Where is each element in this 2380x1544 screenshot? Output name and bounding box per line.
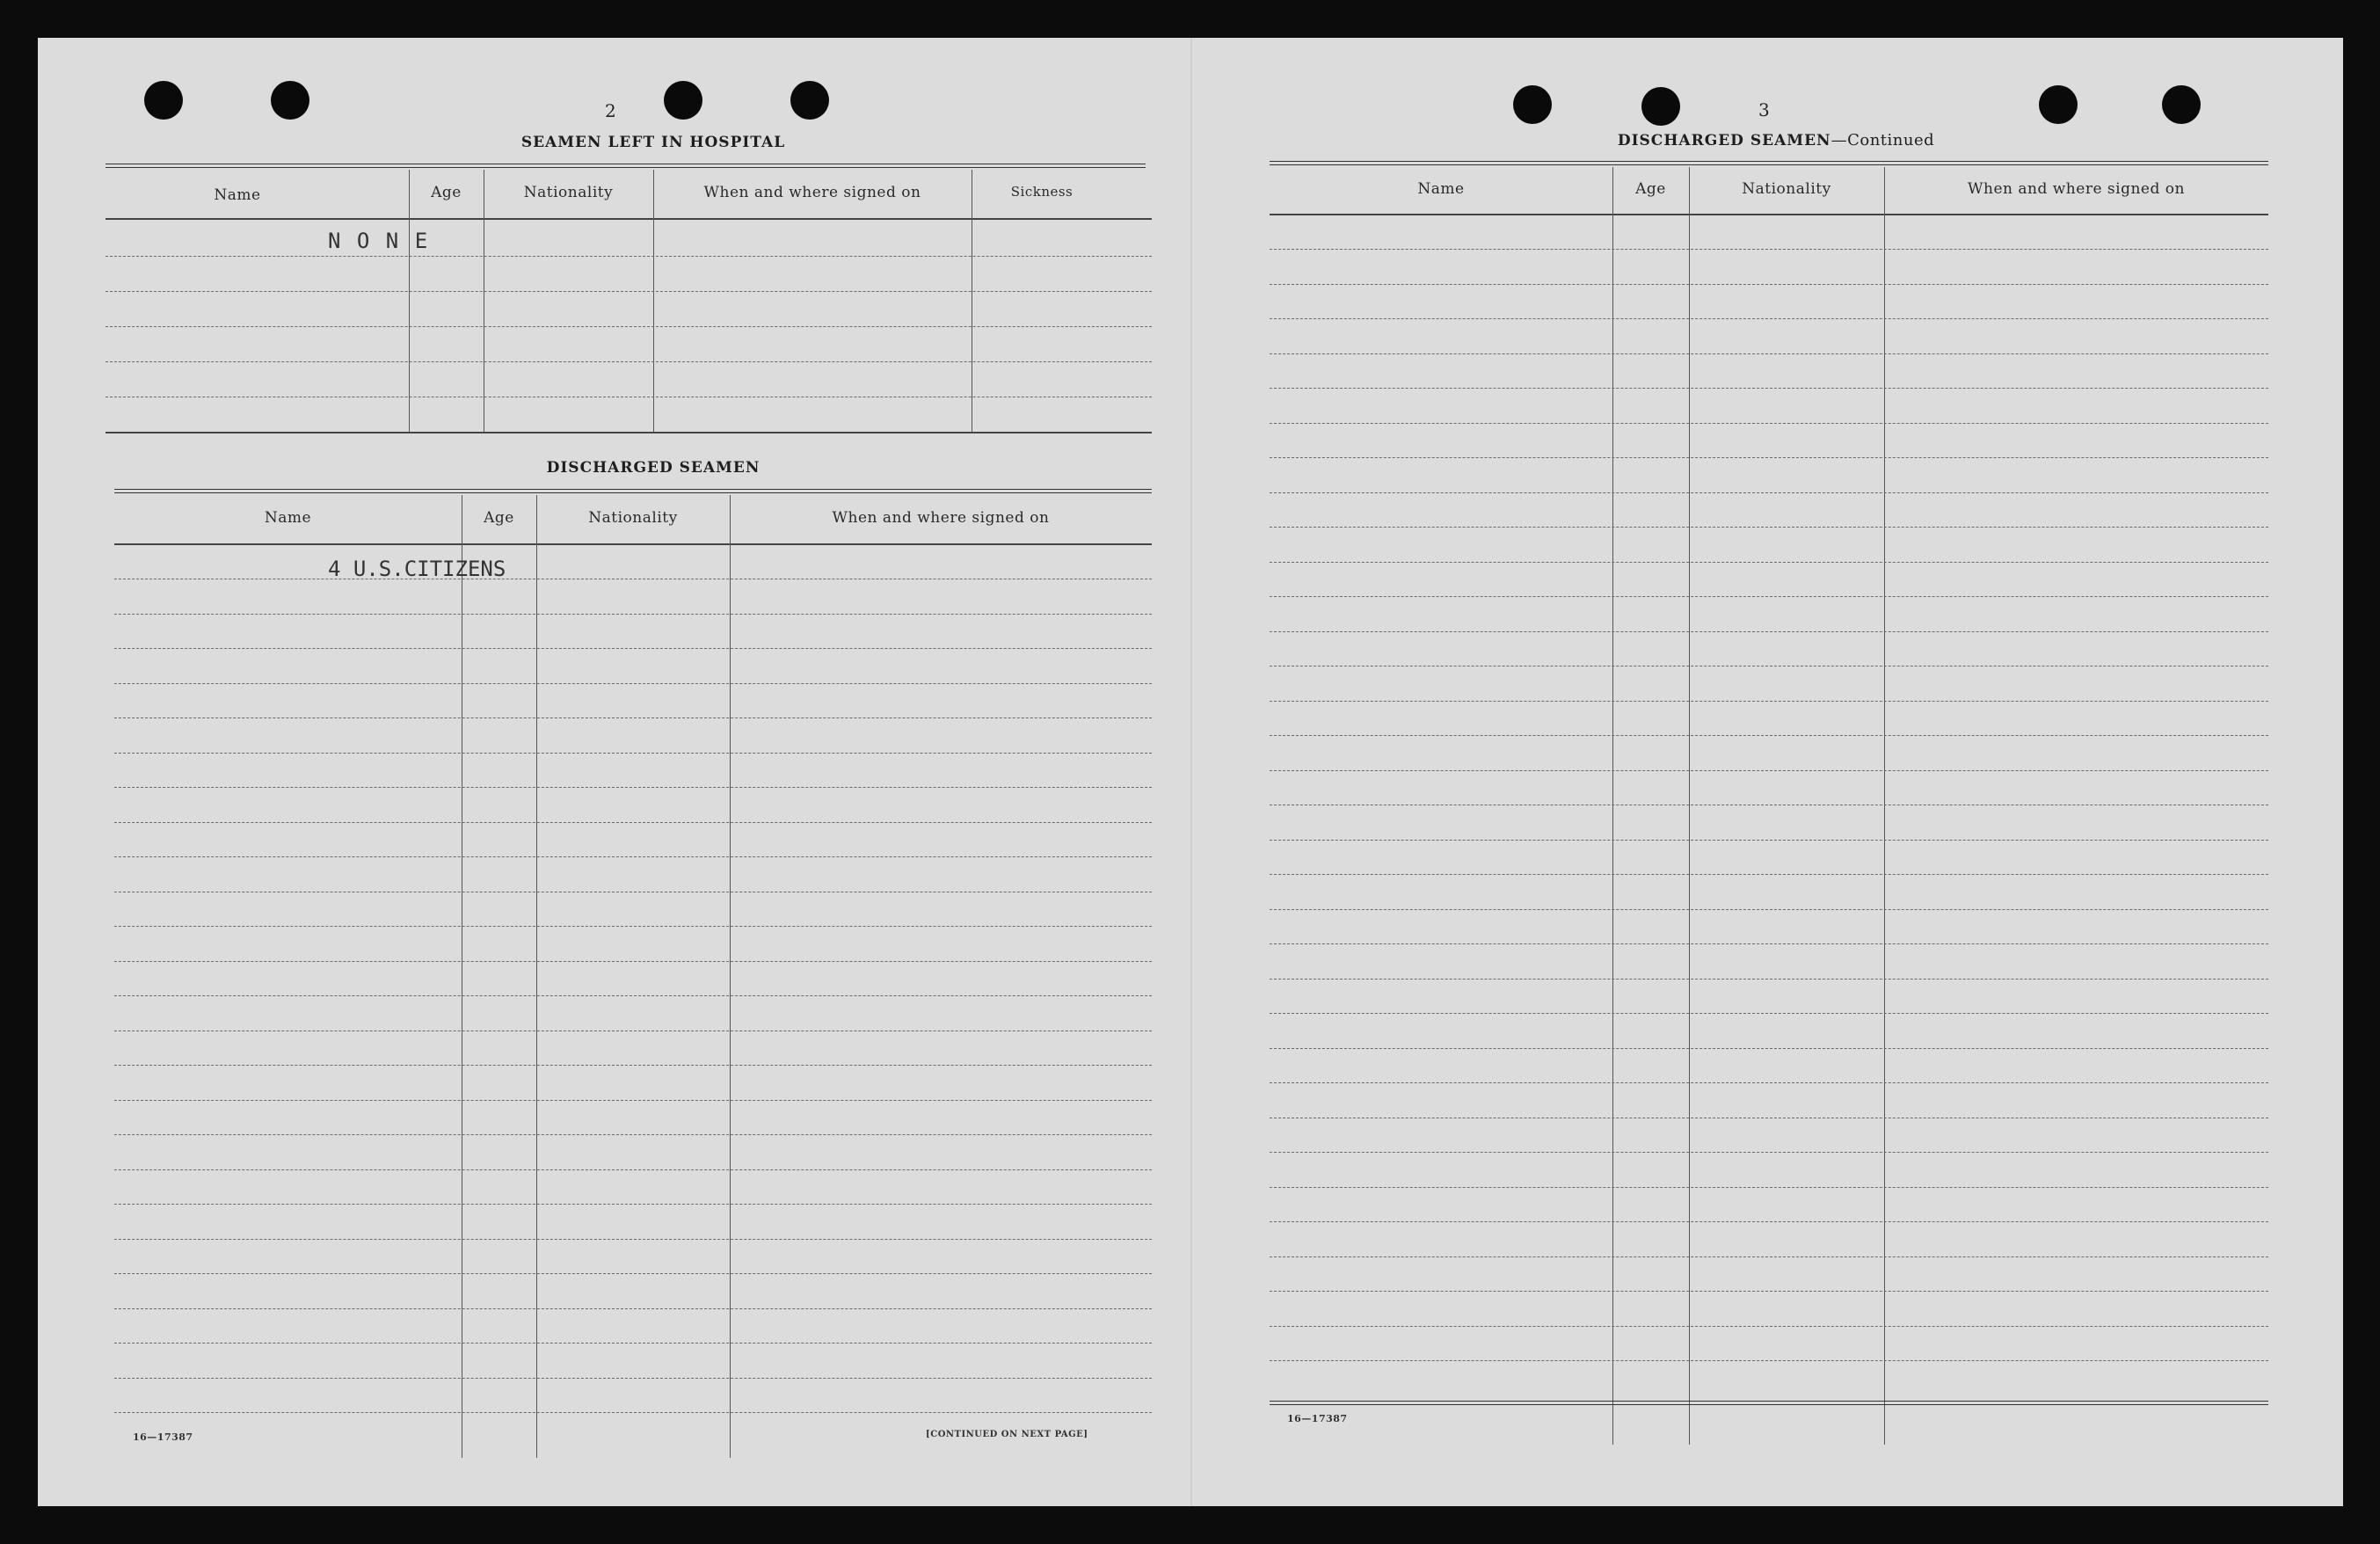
ruled-line — [1270, 388, 2268, 389]
col-header-name: Name — [264, 509, 312, 527]
ruled-line — [1270, 874, 2268, 875]
ruled-line — [1270, 1291, 2268, 1292]
hospital-entry: N O N E — [328, 229, 430, 253]
ruled-line — [1270, 318, 2268, 319]
hospital-header-rule — [106, 218, 1152, 220]
ruled-line — [1270, 770, 2268, 771]
ruled-line — [114, 1308, 1152, 1309]
ruled-line — [114, 1100, 1152, 1101]
ruled-line — [114, 1412, 1152, 1413]
ruled-line — [1270, 353, 2268, 354]
ruled-line — [114, 614, 1152, 615]
discharged-header-rule — [114, 543, 1152, 545]
ruled-line — [114, 1273, 1152, 1274]
form-number: 16—17387 — [133, 1431, 193, 1443]
col-header-signed-on: When and where signed on — [832, 509, 1050, 527]
ruled-line — [1270, 596, 2268, 597]
col-header-name: Name — [1417, 180, 1465, 198]
hospital-bottom-rule — [106, 432, 1152, 433]
discharged-col-divider — [730, 495, 731, 1458]
ruled-line — [106, 326, 1152, 327]
col-header-signed-on: When and where signed on — [1968, 180, 2185, 198]
ruled-line — [1270, 1152, 2268, 1153]
ruled-line — [114, 1378, 1152, 1379]
hospital-top-rule — [106, 164, 1146, 168]
ruled-line — [1270, 1187, 2268, 1188]
discharged-bottom-rule — [1270, 1401, 2268, 1405]
discharged-header-rule — [1270, 214, 2268, 215]
hospital-col-divider — [653, 170, 654, 433]
ruled-line — [1270, 909, 2268, 910]
discharged-col-divider — [1884, 167, 1885, 1445]
ruled-line — [1270, 735, 2268, 736]
ruled-line — [1270, 1082, 2268, 1083]
ruled-line — [1270, 1360, 2268, 1361]
ruled-line — [114, 1134, 1152, 1135]
col-header-nationality: Nationality — [588, 509, 678, 527]
ruled-line — [106, 256, 1152, 257]
col-header-nationality: Nationality — [1742, 180, 1831, 198]
discharged-top-rule — [114, 489, 1152, 493]
ruled-line — [106, 361, 1152, 362]
section-title-suffix: —Continued — [1830, 131, 1935, 149]
ruled-line — [1270, 562, 2268, 563]
ruled-line — [1270, 1013, 2268, 1014]
ruled-line — [114, 856, 1152, 857]
col-header-name: Name — [214, 186, 261, 204]
form-number: 16—17387 — [1287, 1413, 1348, 1424]
discharged-col-divider — [1689, 167, 1690, 1445]
ruled-line — [114, 1343, 1152, 1344]
discharged-entry: 4 U.S.CITIZENS — [328, 557, 506, 581]
ruled-line — [1270, 1048, 2268, 1049]
ruled-line — [1270, 284, 2268, 285]
discharged-col-divider — [536, 495, 537, 1458]
continued-note: [CONTINUED ON NEXT PAGE] — [926, 1430, 1088, 1439]
col-header-age: Age — [431, 184, 462, 201]
ruled-line — [114, 1239, 1152, 1240]
ruled-line — [1270, 979, 2268, 980]
ruled-line — [1270, 1256, 2268, 1257]
right-page — [1192, 38, 2343, 1506]
discharged-section-title: DISCHARGED SEAMEN — [546, 459, 761, 477]
ruled-line — [1270, 492, 2268, 493]
ruled-line — [1270, 527, 2268, 528]
left-page — [38, 38, 1190, 1506]
discharged-top-rule — [1270, 161, 2268, 165]
ruled-line — [1270, 1326, 2268, 1327]
col-header-signed-on: When and where signed on — [703, 184, 921, 201]
ruled-line — [114, 717, 1152, 718]
page-number: 3 — [1758, 99, 1771, 120]
ruled-line — [114, 961, 1152, 962]
col-header-age: Age — [1635, 180, 1666, 198]
ruled-line — [1270, 631, 2268, 632]
ruled-line — [114, 926, 1152, 927]
ruled-line — [1270, 701, 2268, 702]
discharged-continued-title — [1512, 131, 2040, 149]
col-header-age: Age — [484, 509, 514, 527]
ruled-line — [114, 822, 1152, 823]
ruled-line — [114, 1169, 1152, 1170]
discharged-col-divider — [1612, 167, 1613, 1445]
ruled-line — [1270, 457, 2268, 458]
page-number: 2 — [605, 100, 617, 121]
ruled-line — [1270, 840, 2268, 841]
ruled-line — [114, 683, 1152, 684]
ruled-line — [114, 1065, 1152, 1066]
ruled-line — [114, 787, 1152, 788]
col-header-nationality: Nationality — [523, 184, 614, 201]
ruled-line — [106, 291, 1152, 292]
ruled-line — [1270, 249, 2268, 250]
hospital-section-title: SEAMEN LEFT IN HOSPITAL — [520, 134, 786, 151]
ruled-line — [114, 995, 1152, 996]
hospital-col-divider — [409, 170, 410, 433]
col-header-sickness: Sickness — [1010, 184, 1074, 200]
ruled-line — [1270, 423, 2268, 424]
ruled-line — [114, 753, 1152, 754]
ruled-line — [114, 1204, 1152, 1205]
scanned-form-spread — [38, 38, 2343, 1506]
section-title-main: DISCHARGED SEAMEN — [1617, 132, 1831, 149]
ruled-line — [1270, 1221, 2268, 1222]
ruled-line — [114, 648, 1152, 649]
ruled-line — [1270, 943, 2268, 944]
